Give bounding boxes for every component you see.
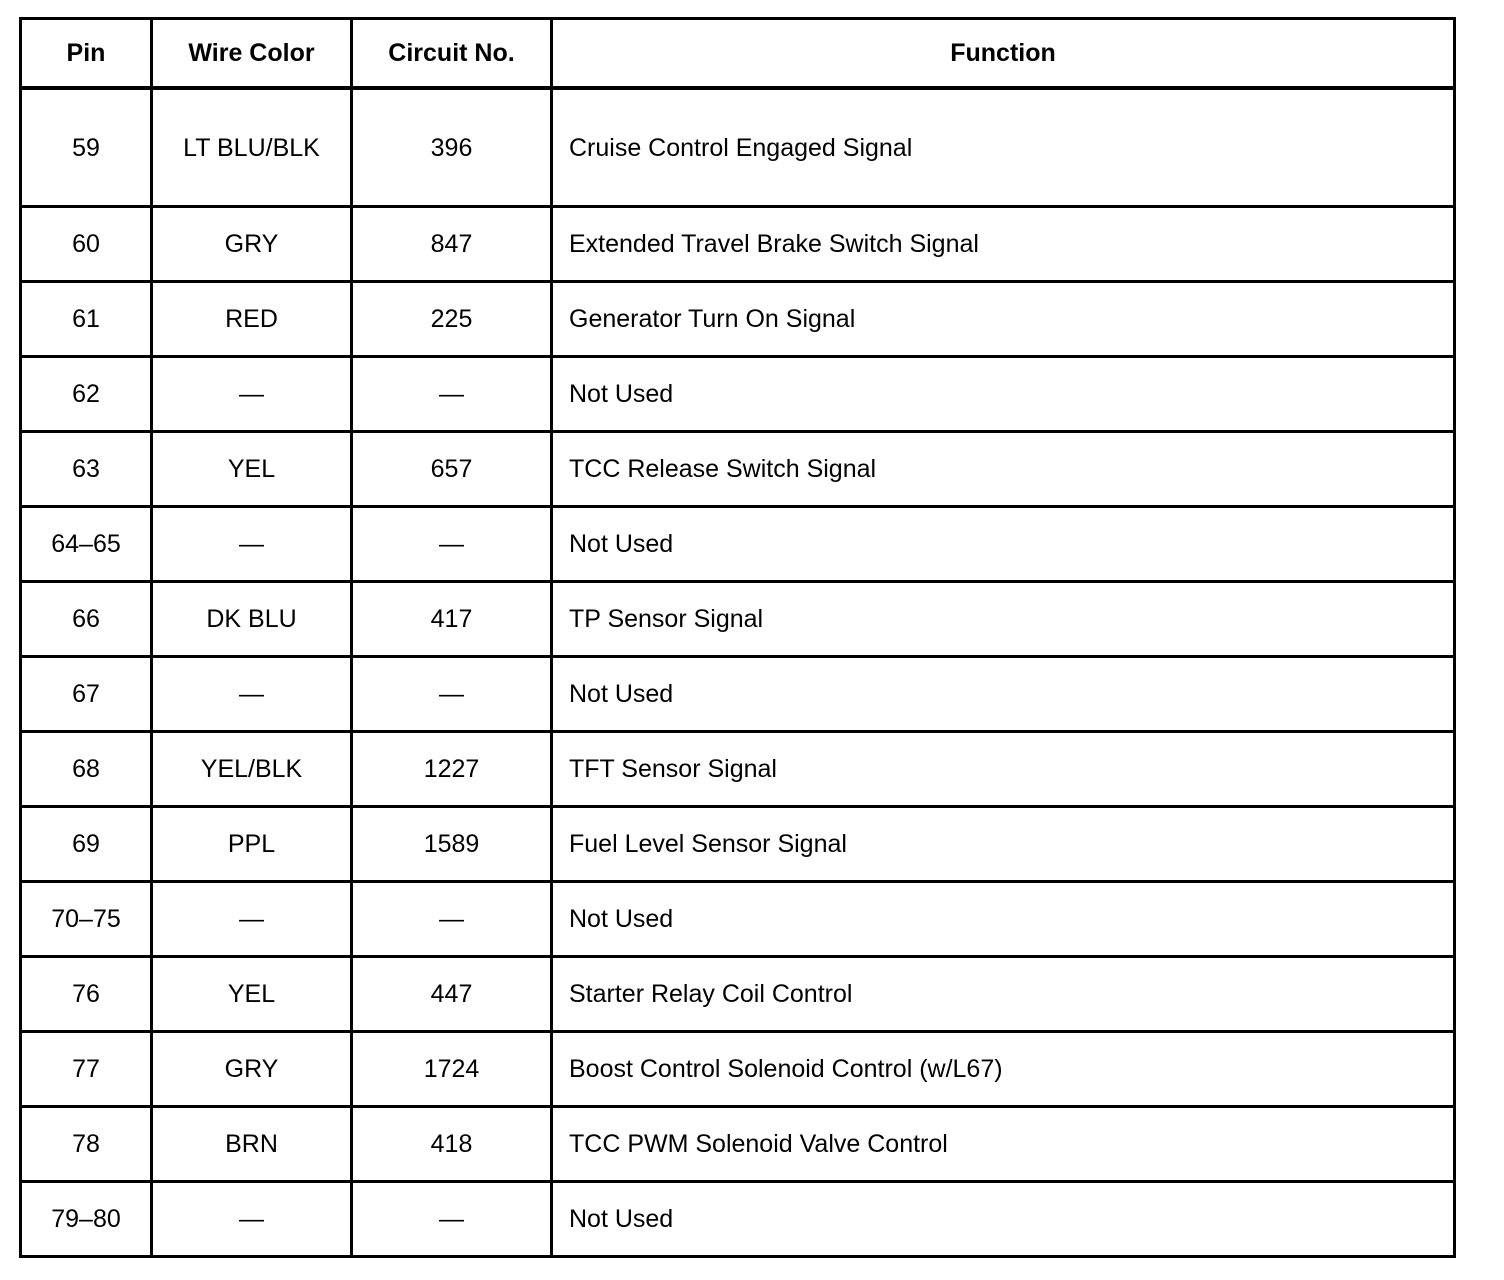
wire-color-cell: PPL — [152, 807, 352, 882]
circuit-no-cell: 447 — [352, 957, 552, 1032]
function-cell: TP Sensor Signal — [552, 582, 1455, 657]
table-row — [21, 732, 1455, 807]
circuit-no-cell: — — [352, 882, 552, 957]
table-row — [21, 507, 1455, 582]
connector-pin-table — [19, 17, 1456, 1258]
header-circuit-no: Circuit No. — [352, 19, 552, 89]
wire-color-cell: YEL — [152, 957, 352, 1032]
wire-color-cell: — — [152, 657, 352, 732]
table-row — [21, 657, 1455, 732]
function-cell: Starter Relay Coil Control — [552, 957, 1455, 1032]
table-row — [21, 357, 1455, 432]
circuit-no-cell: — — [352, 1182, 552, 1257]
table-header-row — [21, 19, 1455, 89]
pin-cell: 78 — [21, 1107, 152, 1182]
wire-color-cell: BRN — [152, 1107, 352, 1182]
pin-cell: 67 — [21, 657, 152, 732]
wire-color-cell: — — [152, 507, 352, 582]
function-cell: Not Used — [552, 1182, 1455, 1257]
circuit-no-cell: — — [352, 507, 552, 582]
table-row — [21, 1182, 1455, 1257]
function-cell: Fuel Level Sensor Signal — [552, 807, 1455, 882]
function-cell: TCC PWM Solenoid Valve Control — [552, 1107, 1455, 1182]
function-cell: Not Used — [552, 507, 1455, 582]
circuit-no-cell: — — [352, 357, 552, 432]
circuit-no-cell: 417 — [352, 582, 552, 657]
pin-cell: 62 — [21, 357, 152, 432]
circuit-no-cell: 657 — [352, 432, 552, 507]
table-row — [21, 807, 1455, 882]
wire-color-cell: DK BLU — [152, 582, 352, 657]
circuit-no-cell: 225 — [352, 282, 552, 357]
table-row — [21, 1032, 1455, 1107]
function-cell: Boost Control Solenoid Control (w/L67) — [552, 1032, 1455, 1107]
function-cell: TCC Release Switch Signal — [552, 432, 1455, 507]
table-row — [21, 1107, 1455, 1182]
pin-cell: 60 — [21, 207, 152, 282]
wire-color-cell: LT BLU/BLK — [152, 88, 352, 207]
function-cell: TFT Sensor Signal — [552, 732, 1455, 807]
function-cell: Not Used — [552, 357, 1455, 432]
wire-color-cell: GRY — [152, 1032, 352, 1107]
circuit-no-cell: 418 — [352, 1107, 552, 1182]
table-row — [21, 432, 1455, 507]
circuit-no-cell: 1724 — [352, 1032, 552, 1107]
pin-cell: 64–65 — [21, 507, 152, 582]
wire-color-cell: YEL/BLK — [152, 732, 352, 807]
pin-cell: 61 — [21, 282, 152, 357]
table-row — [21, 207, 1455, 282]
table-row — [21, 88, 1455, 207]
pin-cell: 76 — [21, 957, 152, 1032]
table-row — [21, 957, 1455, 1032]
circuit-no-cell: 396 — [352, 88, 552, 207]
wire-color-cell: YEL — [152, 432, 352, 507]
pin-cell: 79–80 — [21, 1182, 152, 1257]
function-cell: Not Used — [552, 657, 1455, 732]
table-row — [21, 882, 1455, 957]
pin-cell: 59 — [21, 88, 152, 207]
header-function: Function — [552, 19, 1455, 89]
wire-color-cell: — — [152, 357, 352, 432]
function-cell: Generator Turn On Signal — [552, 282, 1455, 357]
table-row — [21, 582, 1455, 657]
function-cell: Cruise Control Engaged Signal — [552, 88, 1455, 207]
circuit-no-cell: 1589 — [352, 807, 552, 882]
pin-cell: 68 — [21, 732, 152, 807]
wire-color-cell: RED — [152, 282, 352, 357]
circuit-no-cell: 847 — [352, 207, 552, 282]
pin-cell: 70–75 — [21, 882, 152, 957]
pin-cell: 69 — [21, 807, 152, 882]
wire-color-cell: — — [152, 882, 352, 957]
circuit-no-cell: 1227 — [352, 732, 552, 807]
pin-cell: 77 — [21, 1032, 152, 1107]
function-cell: Extended Travel Brake Switch Signal — [552, 207, 1455, 282]
table-row — [21, 282, 1455, 357]
pin-cell: 63 — [21, 432, 152, 507]
header-pin: Pin — [21, 19, 152, 89]
pin-cell: 66 — [21, 582, 152, 657]
function-cell: Not Used — [552, 882, 1455, 957]
wire-color-cell: — — [152, 1182, 352, 1257]
header-wire-color: Wire Color — [152, 19, 352, 89]
wire-color-cell: GRY — [152, 207, 352, 282]
circuit-no-cell: — — [352, 657, 552, 732]
